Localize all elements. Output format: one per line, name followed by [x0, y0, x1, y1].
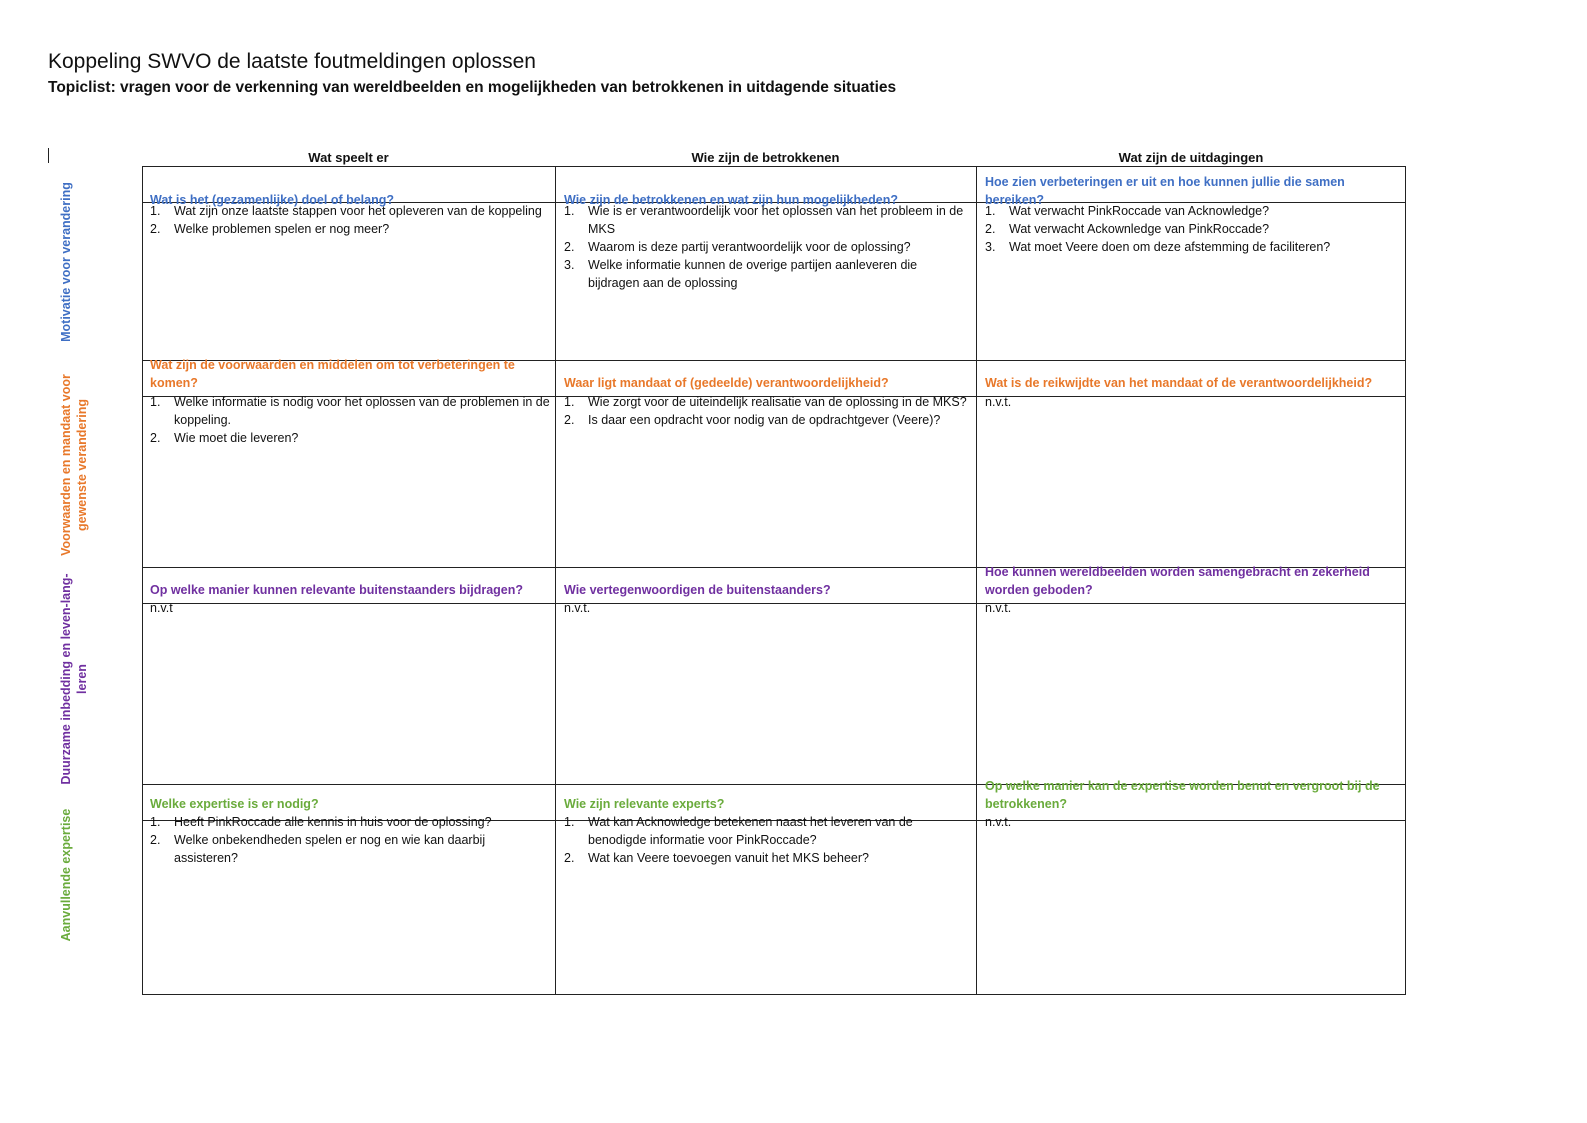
- list-item: [564, 238, 969, 256]
- cell-question-text: Hoe kunnen wereldbeelden worden samengebracht en zekerheid worden geboden?: [985, 565, 1370, 597]
- cell-question-text: Wie zijn de betrokkenen en wat zijn hun mogelijkheden?: [564, 193, 898, 207]
- cell-plain-text: n.v.t.: [985, 395, 1012, 409]
- cell-answers-r2-uitdagingen: [985, 393, 1395, 411]
- list-item-text: Heeft PinkRoccade alle kennis in huis voor de oplossing?: [174, 815, 492, 829]
- list-item: [985, 220, 1395, 238]
- cell-answers-r4-wat-speelt-er: [150, 813, 550, 867]
- cell-answers-r3-betrokkenen: [564, 599, 969, 617]
- cell-answers-r2-wat-speelt-er: [150, 393, 550, 447]
- answer-list: [564, 813, 969, 867]
- cell-question-r3-wat-speelt-er: [150, 563, 550, 599]
- cell-plain-text: n.v.t: [150, 601, 173, 615]
- list-number: 3.: [985, 240, 996, 254]
- list-item-text: Wat verwacht Ackownledge van PinkRoccade?: [1009, 222, 1270, 236]
- cell-question-text: Wat is de reikwijdte van het mandaat of de verantwoordelijkheid?: [985, 376, 1373, 390]
- list-item: [150, 831, 550, 867]
- list-number: 2.: [985, 222, 996, 236]
- list-item-text: Waarom is deze partij verantwoordelijk voor de oplossing?: [588, 240, 911, 254]
- cell-answers-r3-wat-speelt-er: [150, 599, 550, 617]
- list-item-text: Wie moet die leveren?: [174, 431, 299, 445]
- column-divider: [976, 167, 977, 994]
- cell-question-r4-wat-speelt-er: [150, 777, 550, 813]
- cell-question-r4-betrokkenen: [564, 777, 969, 813]
- list-number: 2.: [150, 431, 161, 445]
- list-item-text: Welke informatie is nodig voor het oplossen van de problemen in de koppeling.: [174, 395, 550, 427]
- cell-question-text: Wat zijn de voorwaarden en middelen om tot verbeteringen te komen?: [150, 358, 515, 390]
- cell-answers-r1-uitdagingen: [985, 202, 1395, 256]
- cell-answers-r4-uitdagingen: [985, 813, 1395, 831]
- row-label-aanvullende-expertise: Aanvullende expertise: [59, 808, 73, 942]
- list-item-text: Welke informatie kunnen de overige partijen aanleveren die bijdragen aan de oplossing: [588, 258, 918, 290]
- cell-question-text: Wie vertegenwoordigen de buitenstaanders?: [564, 583, 831, 597]
- list-item: [564, 256, 969, 292]
- cell-answers-r3-uitdagingen: [985, 599, 1395, 617]
- answer-list: [564, 202, 969, 292]
- answer-list: [150, 813, 550, 867]
- list-item-text: Wat moet Veere doen om deze afstemming de faciliteren?: [1009, 240, 1331, 254]
- list-number: 2.: [564, 413, 575, 427]
- list-item-text: Wat verwacht PinkRoccade van Acknowledge?: [1009, 204, 1270, 218]
- document-subtitle: Topiclist: vragen voor de verkenning van wereldbeelden en mogelijkheden van betrokkenen in uitdagende situaties: [48, 79, 897, 96]
- list-item: [150, 220, 550, 238]
- list-number: 2.: [150, 222, 161, 236]
- list-item: [564, 411, 969, 429]
- list-item-text: Welke onbekendheden spelen er nog en wie kan daarbij assisteren?: [174, 833, 486, 865]
- cell-question-r3-betrokkenen: [564, 563, 969, 599]
- column-divider: [555, 167, 556, 994]
- row-label-duurzame-inbedding: Duurzame inbedding en leven-lang-leren: [59, 573, 89, 785]
- list-item: [564, 813, 969, 849]
- column-header-wat-speelt-er: Wat speelt er: [308, 150, 389, 165]
- list-number: 3.: [564, 258, 575, 272]
- answer-list: [150, 393, 550, 447]
- list-item: [150, 393, 550, 429]
- row-label-motivatie: Motivatie voor verandering: [59, 182, 73, 342]
- list-item-text: Welke problemen spelen er nog meer?: [174, 222, 390, 236]
- cell-question-text: Wat is het (gezamenlijke) doel of belang?: [150, 193, 395, 207]
- cell-answers-r1-betrokkenen: [564, 202, 969, 292]
- row-label-voorwaarden: Voorwaarden en mandaat voor gewenste verandering: [59, 374, 89, 556]
- list-item: [150, 202, 550, 220]
- list-item: [150, 429, 550, 447]
- cell-question-text: Op welke manier kan de expertise worden benut en vergroot bij de betrokkenen?: [985, 779, 1380, 811]
- list-item-text: Is daar een opdracht voor nodig van de opdrachtgever (Veere)?: [588, 413, 941, 427]
- cell-question-r2-betrokkenen: [564, 356, 969, 392]
- answer-list: [985, 202, 1395, 256]
- list-item-text: Wie zorgt voor de uiteindelijk realisatie van de oplossing in de MKS?: [588, 395, 967, 409]
- list-number: 1.: [564, 815, 575, 829]
- list-item-text: Wat zijn onze laatste stappen voor het opleveren van de koppeling: [174, 204, 542, 218]
- cell-question-text: Welke expertise is er nodig?: [150, 797, 319, 811]
- document-title: Koppeling SWVO de laatste foutmeldingen oplossen: [48, 50, 536, 73]
- list-number: 1.: [150, 815, 161, 829]
- cell-answers-r1-wat-speelt-er: [150, 202, 550, 238]
- list-item-text: Wat kan Acknowledge betekenen naast het leveren van de benodigde informatie voor PinkRoccade?: [588, 815, 913, 847]
- list-number: 1.: [564, 395, 575, 409]
- list-number: 2.: [150, 833, 161, 847]
- list-number: 1.: [564, 204, 575, 218]
- list-item: [564, 849, 969, 867]
- list-item: [985, 238, 1395, 256]
- list-number: 1.: [150, 395, 161, 409]
- cell-plain-text: n.v.t.: [564, 601, 591, 615]
- cell-question-text: Wie zijn relevante experts?: [564, 797, 725, 811]
- list-number: 1.: [985, 204, 996, 218]
- cell-question-r4-uitdagingen: [985, 777, 1395, 813]
- list-item: [985, 202, 1395, 220]
- text-cursor: [48, 148, 49, 163]
- cell-question-r2-uitdagingen: [985, 356, 1395, 392]
- list-number: 2.: [564, 240, 575, 254]
- list-item-text: Wat kan Veere toevoegen vanuit het MKS beheer?: [588, 851, 869, 865]
- cell-question-r2-wat-speelt-er: [150, 356, 550, 392]
- column-header-uitdagingen: Wat zijn de uitdagingen: [1118, 150, 1264, 165]
- cell-question-text: Op welke manier kunnen relevante buitenstaanders bijdragen?: [150, 583, 524, 597]
- list-item: [150, 813, 550, 831]
- list-item-text: Wie is er verantwoordelijk voor het oplossen van het probleem in de MKS: [588, 204, 964, 236]
- answer-list: [564, 393, 969, 429]
- list-number: 2.: [564, 851, 575, 865]
- cell-answers-r2-betrokkenen: [564, 393, 969, 429]
- list-number: 1.: [150, 204, 161, 218]
- list-item: [564, 202, 969, 238]
- answer-list: [150, 202, 550, 238]
- list-item: [564, 393, 969, 411]
- cell-question-text: Waar ligt mandaat of (gedeelde) verantwoordelijkheid?: [564, 376, 889, 390]
- cell-question-r3-uitdagingen: [985, 563, 1395, 599]
- cell-plain-text: n.v.t.: [985, 815, 1012, 829]
- cell-plain-text: n.v.t.: [985, 601, 1012, 615]
- column-header-betrokkenen: Wie zijn de betrokkenen: [691, 150, 840, 165]
- cell-question-text: Hoe zien verbeteringen er uit en hoe kunnen jullie die samen bereiken?: [985, 175, 1345, 207]
- cell-answers-r4-betrokkenen: [564, 813, 969, 867]
